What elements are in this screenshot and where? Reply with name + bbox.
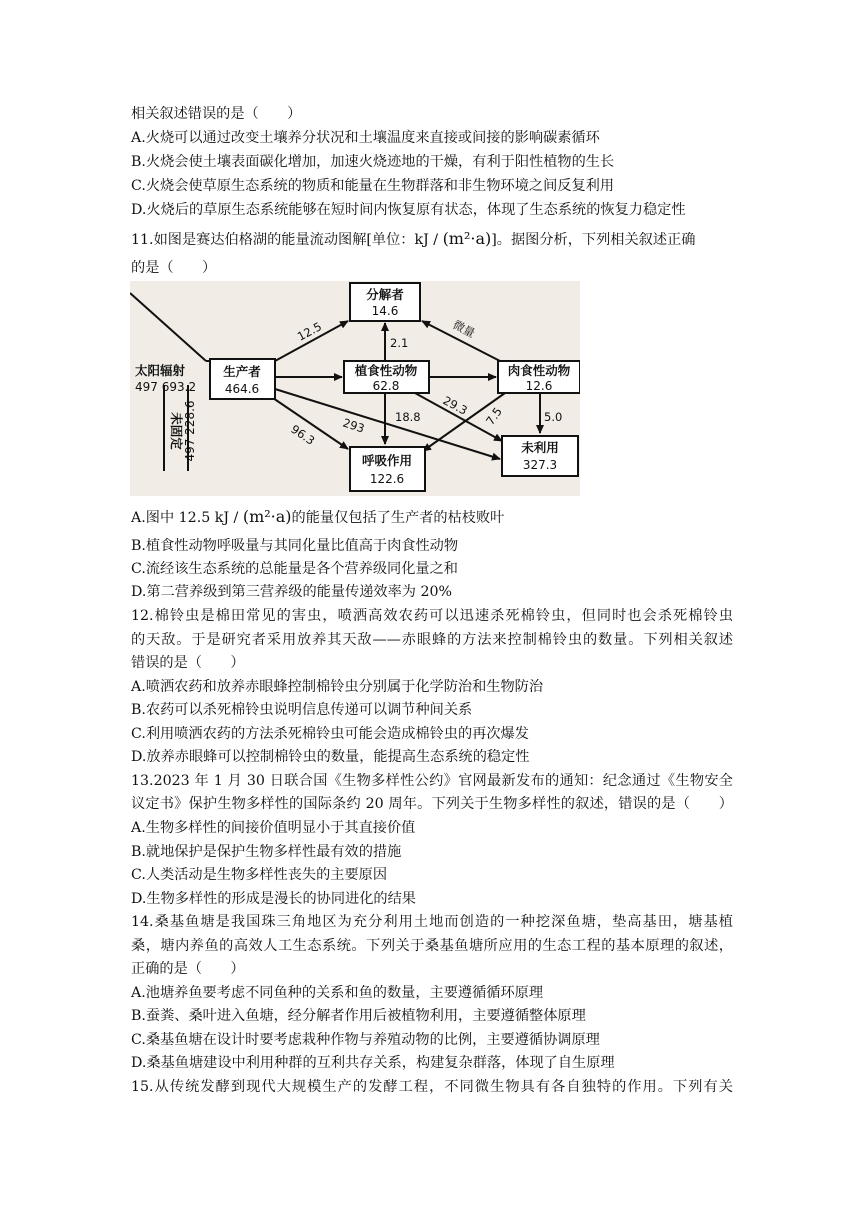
- respiration-box: [350, 447, 425, 491]
- q12-option-c: C.利用喷洒农药的方法杀死棉铃虫可能会造成棉铃虫的再次爆发: [131, 726, 529, 742]
- flow-label-herbivore-decomposer: 2.1: [390, 336, 409, 350]
- q10-stem-tail: 相关叙述错误的是（ ）: [131, 106, 302, 122]
- q11-option-a-pre: A.图中 12.5 kJ /: [131, 510, 243, 526]
- q11-stem-line1: [131, 229, 695, 250]
- unused-box: [502, 436, 578, 476]
- q11-option-a-post: 的能量仅包括了生产者的枯枝败叶: [291, 510, 505, 526]
- flow-label-carnivore-decomposer: 微量: [450, 317, 478, 341]
- q14-stem-line3: 正确的是（ ）: [131, 961, 245, 977]
- q14-stem-line1: 14.桑基鱼塘是我国珠三角地区为充分利用土地而创造的一种挖深鱼塘，垫高基田，塘基植: [131, 914, 733, 930]
- q14-stem-line2: 桑，塘内养鱼的高效人工生态系统。下列关于桑基鱼塘所应用的生态工程的基本原理的叙述，: [131, 938, 733, 954]
- q11-option-c: C.流经该生态系统的总能量是各个营养级同化量之和: [131, 561, 458, 577]
- svg-text:122.6: 122.6: [369, 472, 405, 486]
- flow-label-herbivore-unused: 29.3: [440, 393, 470, 418]
- q11-option-a-unit: (m²·a): [242, 507, 292, 526]
- q11-stem-part-b: ]。据图分析，下列相关叙述正确: [491, 232, 696, 248]
- q10-option-b: B.火烧会使土壤表面碳化增加，加速火烧迹地的干燥，有利于阳性植物的生长: [131, 154, 615, 170]
- q14-option-b: B.蚕粪、桑叶进入鱼塘，经分解者作用后被植物利用，主要遵循整体原理: [131, 1008, 586, 1024]
- svg-text:14.6: 14.6: [371, 304, 399, 318]
- svg-text:肉食性动物: 肉食性动物: [507, 363, 571, 378]
- svg-text:62.8: 62.8: [372, 379, 400, 393]
- svg-text:12.6: 12.6: [525, 379, 553, 393]
- q13-option-b: B.就地保护是保护生物多样性最有效的措施: [131, 844, 402, 860]
- q13-stem-line1: 13.2023 年 1 月 30 日联合国《生物多样性公约》官网最新发布的通知：纪念通过《生物安全: [131, 773, 733, 789]
- q11-stem-part-a: 11.如图是赛达伯格湖的能量流动图解[单位：kJ /: [131, 232, 443, 248]
- decomposer-box: [350, 283, 420, 321]
- flow-label-carnivore-unused: 5.0: [544, 410, 563, 424]
- q11-option-b: B.植食性动物呼吸量与其同化量比值高于肉食性动物: [131, 538, 459, 554]
- svg-text:464.6: 464.6: [224, 382, 260, 396]
- q10-option-a: A.火烧可以通过改变土壤养分状况和土壤温度来直接或间接的影响碳素循环: [131, 130, 600, 146]
- q13-option-c: C.人类活动是生物多样性丧失的主要原因: [131, 867, 388, 883]
- q12-option-d: D.放养赤眼蜂可以控制棉铃虫的数量，能提高生态系统的稳定性: [131, 749, 530, 765]
- q11-option-a: [131, 507, 504, 528]
- flow-label-producer-decomposer: 12.5: [294, 319, 325, 344]
- q10-option-d: D.火烧后的草原生态系统能够在短时间内恢复原有状态，体现了生态系统的恢复力稳定性: [131, 202, 686, 218]
- svg-text:未利用: 未利用: [521, 440, 559, 455]
- q13-option-a: A.生物多样性的间接价值明显小于其直接价值: [131, 820, 416, 836]
- carnivore-box: [498, 361, 580, 393]
- flow-label-herbivore-respiration: 18.8: [395, 410, 421, 424]
- q11-option-d: D.第二营养级到第三营养级的能量传递效率为 20%: [131, 584, 452, 600]
- svg-text:分解者: 分解者: [366, 287, 404, 302]
- producer-box: [210, 359, 275, 399]
- sun-label: 太阳辐射: [135, 363, 186, 378]
- q12-stem-line3: 错误的是（ ）: [131, 655, 245, 671]
- q10-option-c: C.火烧会使草原生态系统的物质和能量在生物群落和非生物环境之间反复利用: [131, 178, 615, 194]
- sun-value: 497 693.2: [135, 380, 197, 394]
- q12-stem-line2: 的天敌。于是研究者采用放养其天敌——赤眼蜂的方法来控制棉铃虫的数量。下列相关叙述: [131, 632, 733, 648]
- q13-stem-line2: 议定书》保护生物多样性的国际条约 20 周年。下列关于生物多样性的叙述，错误的是（ ）: [131, 796, 733, 812]
- q14-option-d: D.桑基鱼塘建设中利用种群的互利共存关系，构建复杂群落，体现了自生原理: [131, 1055, 615, 1071]
- flow-label-carnivore-respiration: 7.5: [482, 404, 505, 428]
- flow-label-producer-unused: 293: [341, 415, 367, 436]
- q12-stem-line1: 12.棉铃虫是棉田常见的害虫，喷洒高效农药可以迅速杀死棉铃虫，但同时也会杀死棉铃虫: [131, 608, 733, 624]
- q11-stem-line2: 的是（ ）: [131, 260, 217, 276]
- svg-text:327.3: 327.3: [522, 458, 558, 472]
- q11-stem-unit: (m²·a): [442, 229, 492, 248]
- q14-option-a: A.池塘养鱼要考虑不同鱼种的关系和鱼的数量，主要遵循循环原理: [131, 985, 544, 1001]
- energy-flow-diagram: [130, 281, 580, 496]
- unfixed-value: 497 228.6: [183, 400, 197, 462]
- svg-text:植食性动物: 植食性动物: [354, 363, 418, 378]
- svg-text:生产者: 生产者: [223, 364, 261, 379]
- q13-option-d: D.生物多样性的形成是漫长的协同进化的结果: [131, 891, 416, 907]
- q14-option-c: C.桑基鱼塘在设计时要考虑栽种作物与养殖动物的比例，主要遵循协调原理: [131, 1032, 600, 1048]
- q12-option-a: A.喷洒农药和放养赤眼蜂控制棉铃虫分别属于化学防治和生物防治: [131, 679, 544, 695]
- q12-option-b: B.农药可以杀死棉铃虫说明信息传递可以调节种间关系: [131, 702, 473, 718]
- flow-label-producer-respiration: 96.3: [288, 421, 318, 448]
- q15-stem-line1: 15.从传统发酵到现代大规模生产的发酵工程，不同微生物具有各自独特的作用。下列有关: [131, 1079, 733, 1095]
- svg-text:呼吸作用: 呼吸作用: [361, 453, 413, 468]
- unfixed-label: 未固定: [169, 412, 184, 450]
- herbivore-box: [344, 361, 429, 393]
